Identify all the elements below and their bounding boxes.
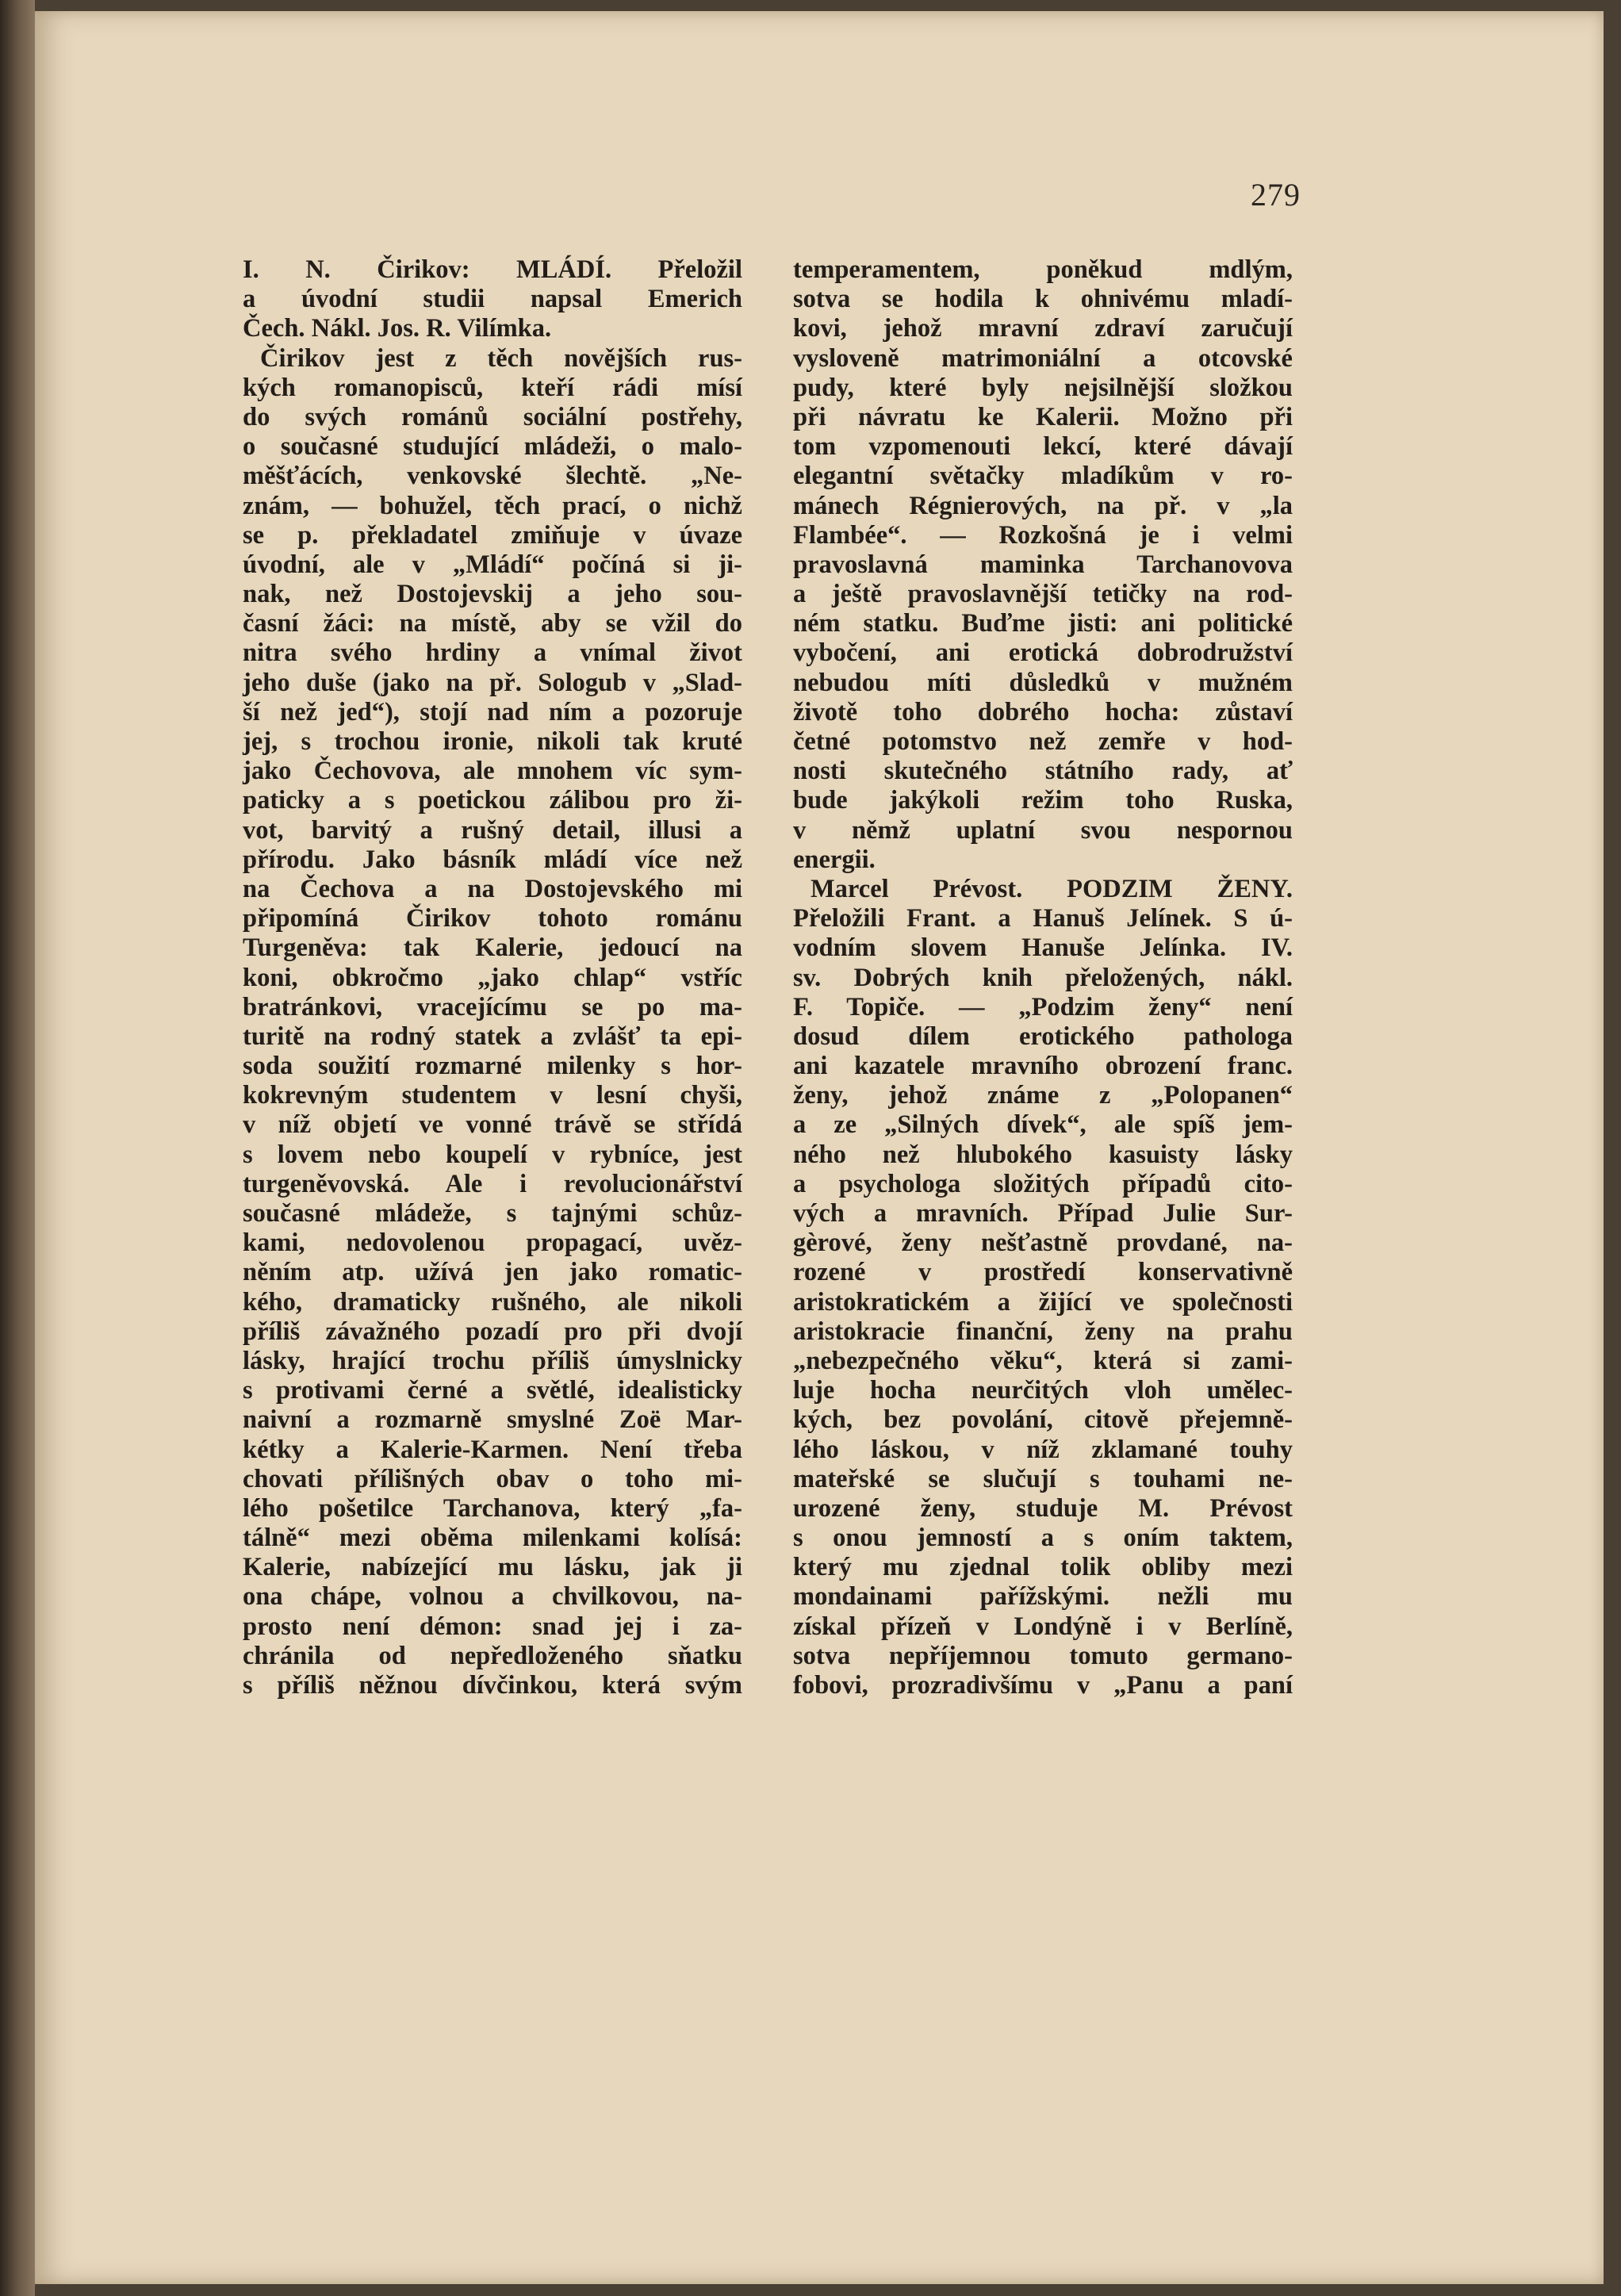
text-line: vybočení, ani erotická dobrodružství [793,638,1293,668]
text-line: sotva se hodila k ohnivému mladí- [793,285,1293,314]
text-line: kami, nedovolenou propagací, uvěz- [243,1228,742,1258]
text-line: s příliš něžnou dívčinkou, která svým [243,1671,742,1700]
text-line: F. Topiče. — „Podzim ženy“ není [793,992,1293,1022]
text-line: Kalerie, nabízející mu lásku, jak ji [243,1553,742,1582]
text-line: ona chápe, volnou a chvilkovou, na- [243,1582,742,1612]
text-line: jeho duše (jako na př. Sologub v „Slad- [243,668,742,697]
text-line: životě toho dobrého hocha: zůstaví [793,697,1293,726]
text-line: jako Čechovova, ale mnohem víc sym- [243,757,742,786]
text-line: tom vzpomenouti lekcí, které dávají [793,432,1293,462]
text-line: bude jakýkoli režim toho Ruska, [793,786,1293,815]
text-line: četné potomstvo než zemře v hod- [793,727,1293,756]
text-line: prosto není démon: snad jej i za- [243,1612,742,1641]
text-line: Čech. Nákl. Jos. R. Vilímka. [243,314,552,343]
text-line: lého pošetilce Tarchanova, který „fa- [243,1493,742,1523]
text-line: měšťácích, venkovské šlechtě. „Ne- [243,462,742,491]
text-line: ani kazatele mravního obrození franc. [793,1052,1293,1081]
text-line: ženy, jehož známe z „Polopanen“ [793,1081,1293,1110]
text-line: a ještě pravoslavnější tetičky na rod- [793,580,1293,609]
text-line: koni, obkročmo „jako chlap“ vstříc [243,963,742,992]
text-line: Přeložili Frant. a Hanuš Jelínek. S ú- [793,904,1293,933]
text-line: nak, než Dostojevskij a jeho sou- [243,580,742,609]
text-line: rozené v prostředí konservativně [793,1258,1293,1287]
text-line: jej, s trochou ironie, nikoli tak kruté [243,727,742,756]
text-line: v níž objetí ve vonné trávě se střídá [243,1110,742,1140]
text-line: lásky, hrající trochu příliš úmyslnicky [243,1346,742,1375]
text-line: naivní a rozmarně smyslné Zoë Mar- [243,1405,742,1435]
text-line: turitě na rodný statek a zvlášť ta epi- [243,1022,742,1051]
text-line: mondainami pařížskými. nežli mu [793,1582,1293,1612]
text-line: chránila od nepředloženého sňatku [243,1641,742,1670]
left-text-column [243,255,742,1700]
text-line: „nebezpečného věku“, která si zami- [793,1346,1293,1375]
text-line: pravoslavná maminka Tarchanovova [793,550,1293,579]
text-line: současné mládeže, s tajnými schůz- [243,1199,742,1228]
text-line: a úvodní studii napsal Emerich [243,285,742,314]
text-line: I. N. Čirikov: MLÁDÍ. Přeložil [243,255,742,284]
text-line: kého, dramaticky rušného, ale nikoli [243,1287,742,1317]
text-line: kétky a Kalerie-Karmen. Není třeba [243,1435,742,1464]
text-line: aristokracie finanční, ženy na prahu [793,1317,1293,1346]
text-line: lého láskou, v níž zklamané touhy [793,1435,1293,1464]
text-line: který mu zjednal tolik obliby mezi [793,1553,1293,1582]
text-line: časní žáci: na místě, aby se vžil do [243,609,742,638]
text-line: Čirikov jest z těch novějších rus- [260,343,742,373]
text-line: o současné studující mládeži, o malo- [243,432,742,462]
text-line: kých romanopisců, kteří rádi mísí [243,373,742,402]
text-line: při návratu ke Kalerii. Možno při [793,402,1293,431]
text-line: sv. Dobrých knih přeložených, nákl. [793,963,1293,992]
text-line: vot, barvitý a rušný detail, illusi a [243,815,742,845]
text-line: vodním slovem Hanuše Jelínka. IV. [793,933,1293,963]
text-line: soda soužití rozmarné milenky s hor- [243,1052,742,1081]
text-line: Turgeněva: tak Kalerie, jedoucí na [243,933,742,963]
text-line: úvodní, ale v „Mládí“ počíná si ji- [243,550,742,579]
text-line: znám, — bohužel, těch prací, o nichž [243,491,742,520]
text-line: přírodu. Jako básník mládí více než [243,845,742,874]
book-spine-edge [0,0,35,2296]
text-line: temperamentem, poněkud mdlým, [793,255,1293,284]
page-number: 279 [1251,177,1301,213]
text-line: něním atp. užívá jen jako romatic- [243,1258,742,1287]
text-line: a ze „Silných dívek“, ale spíš jem- [793,1110,1293,1140]
text-line: kých, bez povolání, citově přejemně- [793,1405,1293,1435]
text-line: do svých románů sociální postřehy, [243,402,742,431]
text-line: luje hocha neurčitých vloh umělec- [793,1376,1293,1405]
text-line: připomíná Čirikov tohoto románu [243,904,742,933]
text-line: ného než hlubokého kasuisty lásky [793,1140,1293,1169]
text-line: se p. překladatel zmiňuje v úvaze [243,520,742,550]
text-line: energii. [793,845,876,874]
text-line: dosud dílem erotického pathologa [793,1022,1293,1051]
text-line: kokrevným studentem v lesní chyši, [243,1081,742,1110]
text-line: s lovem nebo koupelí v rybníce, jest [243,1140,742,1169]
text-line: ší než jed“), stojí nad ním a pozoruje [243,697,742,726]
text-line: nosti skutečného státního rady, ať [793,757,1293,786]
text-line: gèrové, ženy nešťastně provdané, na- [793,1228,1293,1258]
text-line: Flambée“. — Rozkošná je i velmi [793,520,1293,550]
text-line: a psychologa složitých případů cito- [793,1169,1293,1198]
text-line: urozené ženy, studuje M. Prévost [793,1493,1293,1523]
text-line: mánech Régnierových, na př. v „la [793,491,1293,520]
text-line: fobovi, prozradivšímu v „Panu a paní [793,1671,1293,1700]
text-line: nebudou míti důsledků v mužném [793,668,1293,697]
text-line: nitra svého hrdiny a vnímal život [243,638,742,668]
text-line: ném statku. Buďme jisti: ani politické [793,609,1293,638]
text-line: bratránkovi, vracejícímu se po ma- [243,992,742,1022]
text-line: turgeněvovská. Ale i revolucionářství [243,1169,742,1198]
text-line: paticky a s poetickou zálibou pro ži- [243,786,742,815]
text-line: získal přízeň v Londýně i v Berlíně, [793,1612,1293,1641]
right-text-column [793,255,1293,1700]
text-line: vých a mravních. Případ Julie Sur- [793,1199,1293,1228]
text-line: tálně“ mezi oběma milenkami kolísá: [243,1524,742,1553]
text-line: příliš závažného pozadí pro při dvojí [243,1317,742,1346]
text-line: s onou jemností a s oním taktem, [793,1524,1293,1553]
text-line: chovati přílišných obav o toho mi- [243,1464,742,1493]
text-line: pudy, které byly nejsilnější složkou [793,373,1293,402]
text-line: na Čechova a na Dostojevského mi [243,874,742,903]
text-line: vysloveně matrimoniální a otcovské [793,343,1293,373]
text-line: elegantní světačky mladíkům v ro- [793,462,1293,491]
text-line: s protivami černé a světlé, idealisticky [243,1376,742,1405]
text-line: sotva nepříjemnou tomuto germano- [793,1641,1293,1670]
text-line: kovi, jehož mravní zdraví zaručují [793,314,1293,343]
text-line: Marcel Prévost. PODZIM ŽENY. [810,874,1293,903]
text-line: aristokratickém a žijící ve společnosti [793,1287,1293,1317]
text-line: mateřské se slučují s touhami ne- [793,1464,1293,1493]
text-line: v němž uplatní svou nespornou [793,815,1293,845]
